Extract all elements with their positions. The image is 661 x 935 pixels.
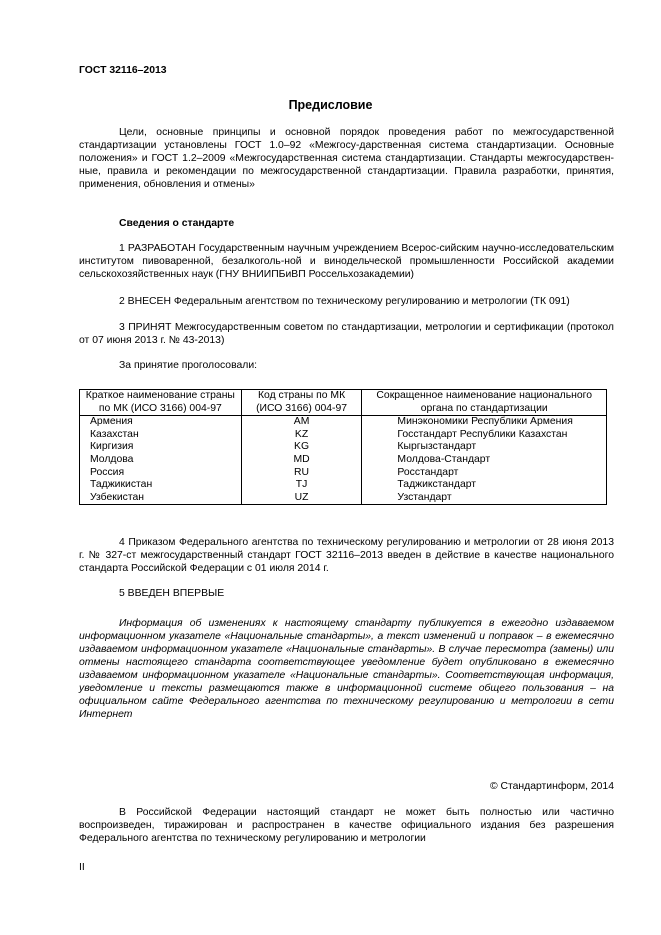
item-5-introduced: 5 ВВЕДЕН ВПЕРВЫЕ: [119, 588, 225, 599]
section-heading: Сведения о стандарте: [119, 218, 235, 229]
item-1-developed: 1 РАЗРАБОТАН Государственным научным учреждением Всерос-сийским научно-исследовательским институтом пивоваренной, безалкоголь-ной и винодельческой промышленности Российской академии сельскохозяйственных наук (ГНУ ВНИИПБиВП Россельхозакадемии): [79, 243, 614, 280]
body-cell: Молдова-Стандарт: [362, 454, 607, 467]
column-header-body: Сокращенное наименование национального органа по стандартизации: [362, 390, 607, 416]
document-code-header: ГОСТ 32116–2013: [79, 65, 167, 76]
table-row: [80, 441, 607, 454]
country-cell: Молдова: [80, 454, 242, 467]
country-cell: Узбекистан: [80, 492, 242, 505]
column-header-code: Код страны по МК (ИСО 3166) 004-97: [241, 390, 362, 416]
code-cell: KG: [241, 441, 362, 454]
code-cell: UZ: [241, 492, 362, 505]
page-number: II: [79, 862, 85, 873]
country-cell: Киргизия: [80, 441, 242, 454]
country-cell: Таджикистан: [80, 479, 242, 492]
table-row: [80, 492, 607, 505]
code-cell: KZ: [241, 429, 362, 442]
item-3-adopted: 3 ПРИНЯТ Межгосударственным советом по стандартизации, метрологии и сертификации (протокол от 07 июня 2013 г. № 43-2013): [79, 322, 614, 346]
code-cell: AM: [241, 416, 362, 429]
table-row: [80, 416, 607, 429]
body-cell: Кыргызстандарт: [362, 441, 607, 454]
country-cell: Казахстан: [80, 429, 242, 442]
table-row: [80, 454, 607, 467]
table-row: [80, 467, 607, 480]
item-4-enacted: 4 Приказом Федерального агентства по техническому регулированию и метрологии от 28 июня 2013 г. № 327-ст межгосударственный стандарт ГОСТ 32116–2013 введен в действие в качестве национального стандарта Российской Федерации с 01 июля 2014 г.: [79, 537, 614, 574]
country-cell: Армения: [80, 416, 242, 429]
body-cell: Минэкономики Республики Армения: [362, 416, 607, 429]
page-title: Предисловие: [288, 98, 373, 112]
code-cell: MD: [241, 454, 362, 467]
body-cell: Таджикстандарт: [362, 479, 607, 492]
table-header-row: [80, 390, 607, 416]
item-2-submitted: 2 ВНЕСЕН Федеральным агентством по техническому регулированию и метрологии (ТК 091): [119, 296, 570, 307]
intro-paragraph: Цели, основные принципы и основной порядок проведения работ по межгосударственной стандартизации установлены ГОСТ 1.0–92 «Межгосу-дарственная система стандартизации. Основные положения» и ГОСТ 1.2–2009 «Межгосударственная система стандартизации. Стандарты межгосударствен-ные, правила и рекомендации по межгосударственной стандартизации. Правила разработки, принятия, применения, обновления и отмены»: [79, 127, 614, 190]
table-row: [80, 429, 607, 442]
copyright: © Стандартинформ, 2014: [489, 781, 614, 792]
country-cell: Россия: [80, 467, 242, 480]
body-cell: Госстандарт Республики Казахстан: [362, 429, 607, 442]
rights-notice: В Российской Федерации настоящий стандарт не может быть полностью или частично воспроизведен, тиражирован и распространен в качестве официального издания без разрешения Федерального агентства по техническому регулированию и метрологии: [79, 807, 614, 844]
body-cell: Узстандарт: [362, 492, 607, 505]
column-header-country: Краткое наименование страны по МК (ИСО 3166) 004-97: [80, 390, 242, 416]
voting-table: [79, 389, 607, 505]
code-cell: RU: [241, 467, 362, 480]
table-row: [80, 479, 607, 492]
body-cell: Росстандарт: [362, 467, 607, 480]
info-note: Информация об изменениях к настоящему стандарту публикуется в ежегодно издаваемом информационном указателе «Национальные стандарты», а текст изменений и поправок – в ежемесячно издаваемом информационном указателе «Национальные стандарты». В случае пересмотра (замены) или отмены настоящего стандарта соответствующее уведомление будет опубликовано в ежемесячно издаваемом информационном указателе «Национальные стандарты». Соответствующая информация, уведомление и тексты размещаются также в информационной системе общего пользования – на официальном сайте Федерального агентства по техническому регулированию и метрологии в сети Интернет: [79, 618, 614, 720]
vote-intro: За принятие проголосовали:: [119, 360, 258, 371]
code-cell: TJ: [241, 479, 362, 492]
